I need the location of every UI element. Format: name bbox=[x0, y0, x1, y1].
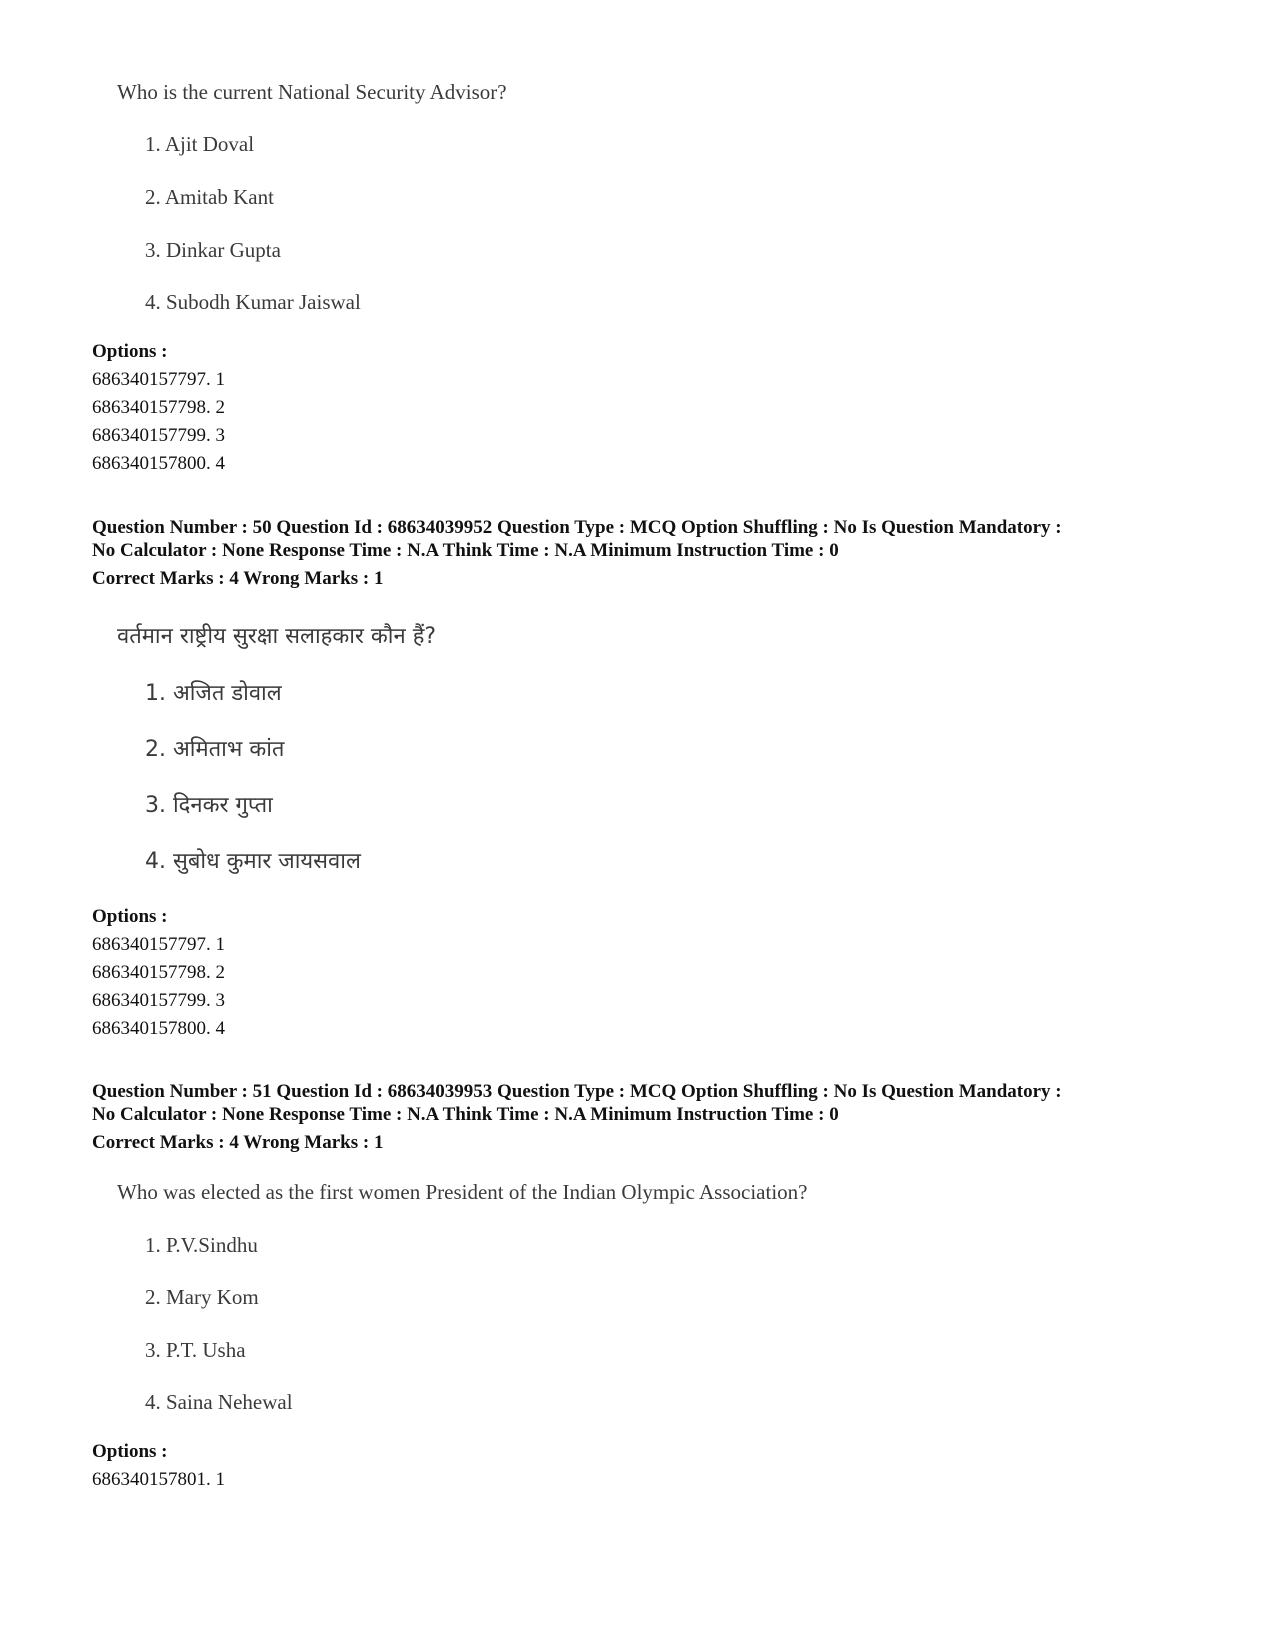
question-text: Who was elected as the first women President of the Indian Olympic Association? bbox=[117, 1180, 808, 1204]
answer-choice: 2. अमिताभ कांत bbox=[145, 737, 285, 762]
option-id: 686340157798. 2 bbox=[92, 962, 225, 983]
option-id: 686340157798. 2 bbox=[92, 397, 225, 418]
question-header: No Calculator : None Response Time : N.A Think Time : N.A Minimum Instruction Time : 0 bbox=[92, 540, 839, 561]
option-id: 686340157799. 3 bbox=[92, 425, 225, 446]
question-header: Question Number : 50 Question Id : 68634039952 Question Type : MCQ Option Shuffling : No Is Question Mandatory : bbox=[92, 517, 1062, 538]
answer-choice: 1. Ajit Doval bbox=[145, 132, 255, 156]
option-id: 686340157797. 1 bbox=[92, 934, 225, 955]
marks-line: Correct Marks : 4 Wrong Marks : 1 bbox=[92, 568, 384, 589]
answer-choice: 2. Amitab Kant bbox=[145, 185, 274, 209]
answer-choice: 1. अजित डोवाल bbox=[145, 681, 282, 706]
option-id: 686340157801. 1 bbox=[92, 1469, 225, 1490]
options-label: Options : bbox=[92, 341, 168, 362]
answer-choice: 4. Saina Nehewal bbox=[145, 1390, 293, 1414]
answer-choice: 3. Dinkar Gupta bbox=[145, 238, 281, 262]
option-id: 686340157799. 3 bbox=[92, 990, 225, 1011]
answer-choice: 3. दिनकर गुप्ता bbox=[145, 793, 273, 818]
marks-line: Correct Marks : 4 Wrong Marks : 1 bbox=[92, 1132, 384, 1153]
option-id: 686340157800. 4 bbox=[92, 1018, 225, 1039]
option-id: 686340157800. 4 bbox=[92, 453, 225, 474]
options-label: Options : bbox=[92, 1441, 168, 1462]
question-header: No Calculator : None Response Time : N.A Think Time : N.A Minimum Instruction Time : 0 bbox=[92, 1104, 839, 1125]
answer-choice: 2. Mary Kom bbox=[145, 1285, 259, 1309]
answer-choice: 3. P.T. Usha bbox=[145, 1338, 246, 1362]
answer-choice: 4. Subodh Kumar Jaiswal bbox=[145, 290, 361, 314]
question-text: वर्तमान राष्ट्रीय सुरक्षा सलाहकार कौन हैं? bbox=[117, 624, 437, 649]
answer-choice: 1. P.V.Sindhu bbox=[145, 1233, 258, 1257]
options-label: Options : bbox=[92, 906, 168, 927]
answer-choice: 4. सुबोध कुमार जायसवाल bbox=[145, 849, 361, 874]
question-header: Question Number : 51 Question Id : 68634039953 Question Type : MCQ Option Shuffling : No Is Question Mandatory : bbox=[92, 1081, 1062, 1102]
question-text: Who is the current National Security Advisor? bbox=[117, 80, 507, 104]
option-id: 686340157797. 1 bbox=[92, 369, 225, 390]
